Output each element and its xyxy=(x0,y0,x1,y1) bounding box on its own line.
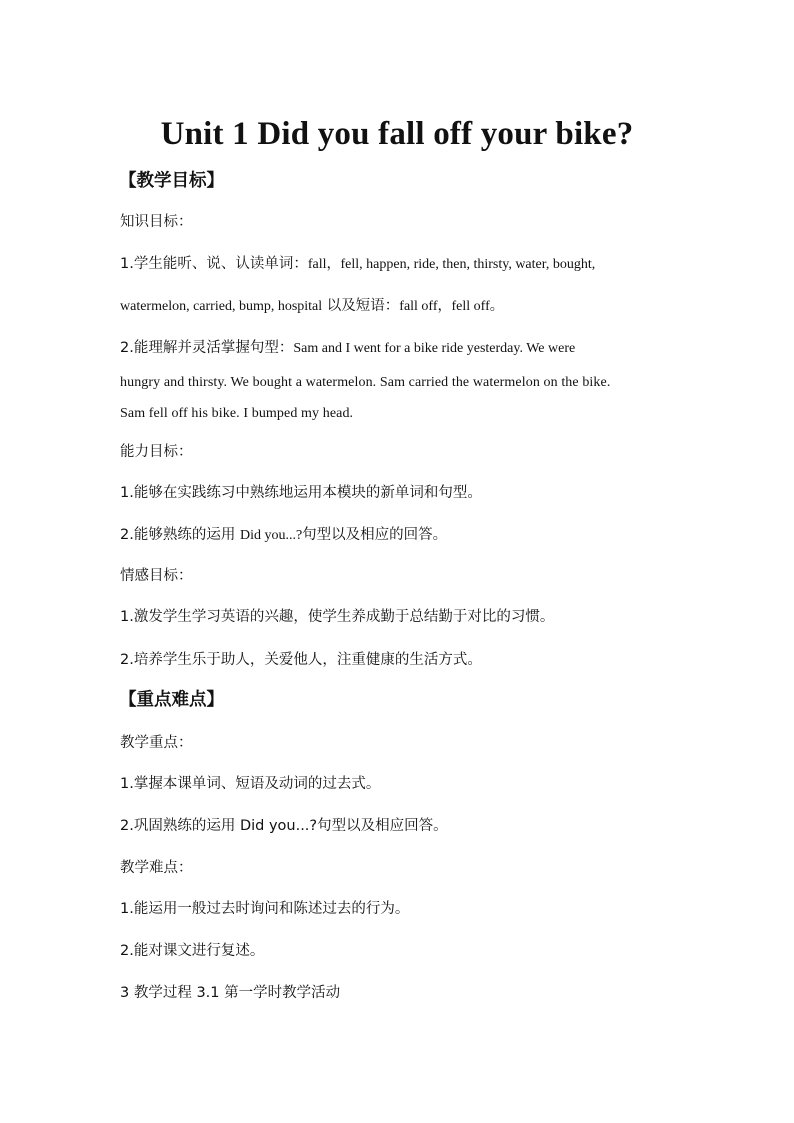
teaching-focus-item-2: 2.巩固熟练的运用 Did you...?句型以及相应回答。 xyxy=(120,818,448,834)
teaching-difficulty-item-2: 2.能对课文进行复述。 xyxy=(120,943,265,959)
document-title: Unit 1 Did you fall off your bike? xyxy=(160,116,634,152)
knowledge-item-1-phrase-label: 以及短语： xyxy=(322,298,400,314)
knowledge-item-2-prefix: 2.能理解并灵活掌握句型： xyxy=(120,340,294,356)
teaching-difficulty-item-1: 1.能运用一般过去时询问和陈述过去的行为。 xyxy=(120,901,410,917)
knowledge-objective-label: 知识目标： xyxy=(120,214,193,230)
emotion-item-1: 1.激发学生学习英语的兴趣，使学生养成勤于总结勤于对比的习惯。 xyxy=(120,609,555,625)
knowledge-item-1-prefix: 1.学生能听、说、认读单词： xyxy=(120,256,308,272)
section-heading-key-points: 【重点难点】 xyxy=(119,690,224,710)
ability-objective-label: 能力目标： xyxy=(120,444,193,460)
knowledge-item-2 xyxy=(120,338,575,359)
teaching-process-heading: 3 教学过程 3.1 第一学时教学活动 xyxy=(120,985,341,1001)
ability-item-2-pattern: Did you...? xyxy=(239,528,303,543)
teaching-focus-label: 教学重点： xyxy=(120,735,193,751)
knowledge-item-1-more-words: watermelon, carried, bump, hospital xyxy=(120,299,323,314)
knowledge-item-2-line-2: hungry and thirsty. We bought a watermelon. Sam carried the watermelon on the bike. xyxy=(120,375,611,390)
knowledge-item-1-phrases: fall off，fell off。 xyxy=(399,299,504,314)
emotion-item-2: 2.培养学生乐于助人，关爱他人，注重健康的生活方式。 xyxy=(120,652,482,668)
knowledge-item-1 xyxy=(120,254,595,275)
knowledge-item-2-sentences: Sam and I went for a bike ride yesterday. We were xyxy=(293,341,576,356)
ability-item-1: 1.能够在实践练习中熟练地运用本模块的新单词和句型。 xyxy=(120,485,482,501)
ability-item-2-prefix: 2.能够熟练的运用 xyxy=(120,527,240,543)
ability-item-2-suffix: 句型以及相应的回答。 xyxy=(302,527,448,543)
knowledge-item-2-line-3: Sam fell off his bike. I bumped my head. xyxy=(120,406,354,421)
knowledge-item-1-continued xyxy=(120,296,504,317)
ability-item-2 xyxy=(120,525,447,546)
section-heading-objectives: 【教学目标】 xyxy=(119,171,224,191)
teaching-difficulty-label: 教学难点： xyxy=(120,860,193,876)
knowledge-item-1-words: fall，fell, happen, ride, then, thirsty, water, bought, xyxy=(307,257,596,272)
teaching-focus-item-1: 1.掌握本课单词、短语及动词的过去式。 xyxy=(120,776,381,792)
emotion-objective-label: 情感目标： xyxy=(120,568,193,584)
